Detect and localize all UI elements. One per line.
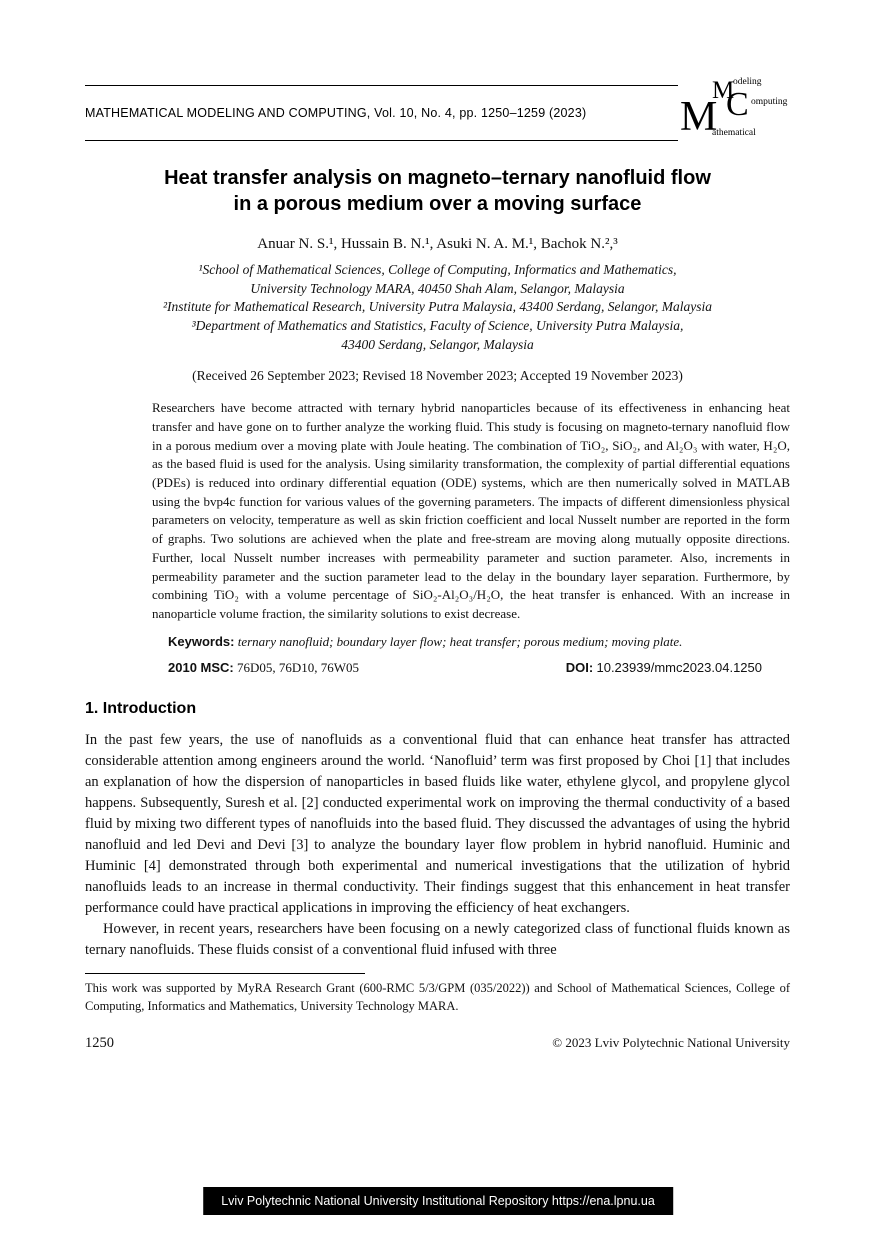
logo-letter-m-mid: M xyxy=(712,77,735,104)
msc-group xyxy=(168,660,359,676)
logo-text-omputing: omputing xyxy=(751,97,788,107)
affiliation-line: ³Department of Mathematics and Statistics, Faculty of Science, University Putra Malaysia, xyxy=(191,317,684,333)
keywords-block xyxy=(152,633,790,651)
funding-footnote: This work was supported by MyRA Research Grant (600-RMC 5/3/GPM (035/2022)) and School of Mathematical Sciences, College of Computing, Informatics and Mathematics, University Technology MARA. xyxy=(85,981,790,1013)
doi-group xyxy=(566,660,762,676)
received-dates-line: (Received 26 September 2023; Revised 18 November 2023; Accepted 19 November 2023) xyxy=(192,368,683,384)
msc-label: 2010 MSC: xyxy=(168,660,234,676)
affiliations-block xyxy=(85,261,790,354)
abstract-text: Researchers have become attracted with ternary hybrid nanoparticles because of its effectiveness in enhancing heat transfer and have gone on to further analyze the working fluid. This study is focusing on magneto-ternary nanofluid flow in a porous medium over a moving plate with Joule heating. The combination of TiO₂, SiO₂, and Al₂O₃ with water, H₂O, as the based fluid is used for the analysis. Using similarity transformation, the complexity of partial differential equations (PDEs) is reduced into ordinary differential equation (ODE) systems, which are then numerically solved in MATLAB using the bvp4c function for various values of the governing parameters. The impacts of different dimensionless physical parameters on velocity, temperature as well as skin friction coefficient and local Nusselt number are reported in the form of graphs. Two solutions are achieved when the plate and free-stream are moving along mutually opposite directions. Further, local Nusselt number increases with permeability parameter and suction parameter. Also, increments in permeability parameter and the suction parameter lead to the delay in the boundary layer separation. Furthermore, by combining TiO₂ with a volume percentage of SiO₂-Al₂O₃/H₂O, the heat transfer is enhanced. With an increase in nanoparticle volume fraction, the similarity solutions to exist decrease. xyxy=(152,400,790,622)
affiliation-line: University Technology MARA, 40450 Shah Alam, Selangor, Malaysia xyxy=(250,280,625,296)
intro-paragraph-1: In the past few years, the use of nanofluids as a conventional fluid that can enhance heat transfer has attracted considerable attention among engineers around the world. ‘Nanofluid’ term was first proposed by Choi [1] that includes an explanation of how the dispersion of nanoparticles in based fluids like water, ethylene glycol, and propylene glycol happens. Subsequently, Suresh et al. [2] conducted experimental work on improving the thermal conductivity of a based fluid by mixing two different types of nanofluids into the based fluid. They discussed the advantages of using the hybrid nanofluid and led Devi and Devi [3] to analyze the boundary layer flow problem in hybrid nanofluid. Huminic and Huminic [4] demonstrated through both experimental and numerical investigations that the utilization of hybrid nanofluids leads to an increase in thermal conductivity. Their findings suggest that this enhancement in heat transfer performance could have practical applications in improving the efficiency of heat exchangers. xyxy=(85,732,790,917)
msc-doi-row xyxy=(152,660,790,676)
keywords-label: Keywords: xyxy=(168,633,235,649)
intro-paragraph-2: However, in recent years, researchers have been focusing on a newly categorized class of functional fluids known as ternary nanofluids. These fluids consist of a conventional fluid infused with three xyxy=(85,921,790,959)
paper-title-line1: Heat transfer analysis on magneto–ternary nanofluid flow xyxy=(164,167,711,189)
logo-text-athematical: athematical xyxy=(712,128,756,138)
logo-letter-m-large: M xyxy=(680,94,718,140)
affiliation-line: ²Institute for Mathematical Research, University Putra Malaysia, 43400 Serdang, Selangor, Malaysia xyxy=(163,299,712,315)
paper-title xyxy=(85,165,790,217)
journal-logo xyxy=(678,76,790,142)
msc-value: 76D05, 76D10, 76W05 xyxy=(237,660,360,676)
affiliation-line: 43400 Serdang, Selangor, Malaysia xyxy=(341,336,534,352)
doi-value[interactable]: 10.23939/mmc2023.04.1250 xyxy=(596,660,762,676)
doi-label: DOI: xyxy=(565,660,594,676)
footnote-divider xyxy=(85,973,365,974)
copyright-notice: © 2023 Lviv Polytechnic National University xyxy=(552,1035,790,1051)
authors-line: Anuar N. S.¹, Hussain B. N.¹, Asuki N. A. M.¹, Bachok N.²,³ xyxy=(257,236,618,252)
paper-title-line2: in a porous medium over a moving surface xyxy=(233,193,642,215)
affiliation-line: ¹School of Mathematical Sciences, College of Computing, Informatics and Mathematics, xyxy=(198,262,677,277)
journal-title-line: MATHEMATICAL MODELING AND COMPUTING, Vol. 10, No. 4, pp. 1250–1259 (2023) xyxy=(85,106,587,120)
section-heading-introduction: 1. Introduction xyxy=(85,700,197,718)
logo-letter-c-large: C xyxy=(726,86,749,123)
journal-header xyxy=(85,77,790,141)
keywords-text: ternary nanofluid; boundary layer flow; heat transfer; porous medium; moving plate. xyxy=(237,633,683,649)
page-footer xyxy=(85,1035,790,1052)
repository-banner: Lviv Polytechnic National University Institutional Repository https://ena.lpnu.ua xyxy=(203,1187,673,1215)
page-number: 1250 xyxy=(85,1035,114,1052)
logo-text-odeling: odeling xyxy=(733,77,762,87)
